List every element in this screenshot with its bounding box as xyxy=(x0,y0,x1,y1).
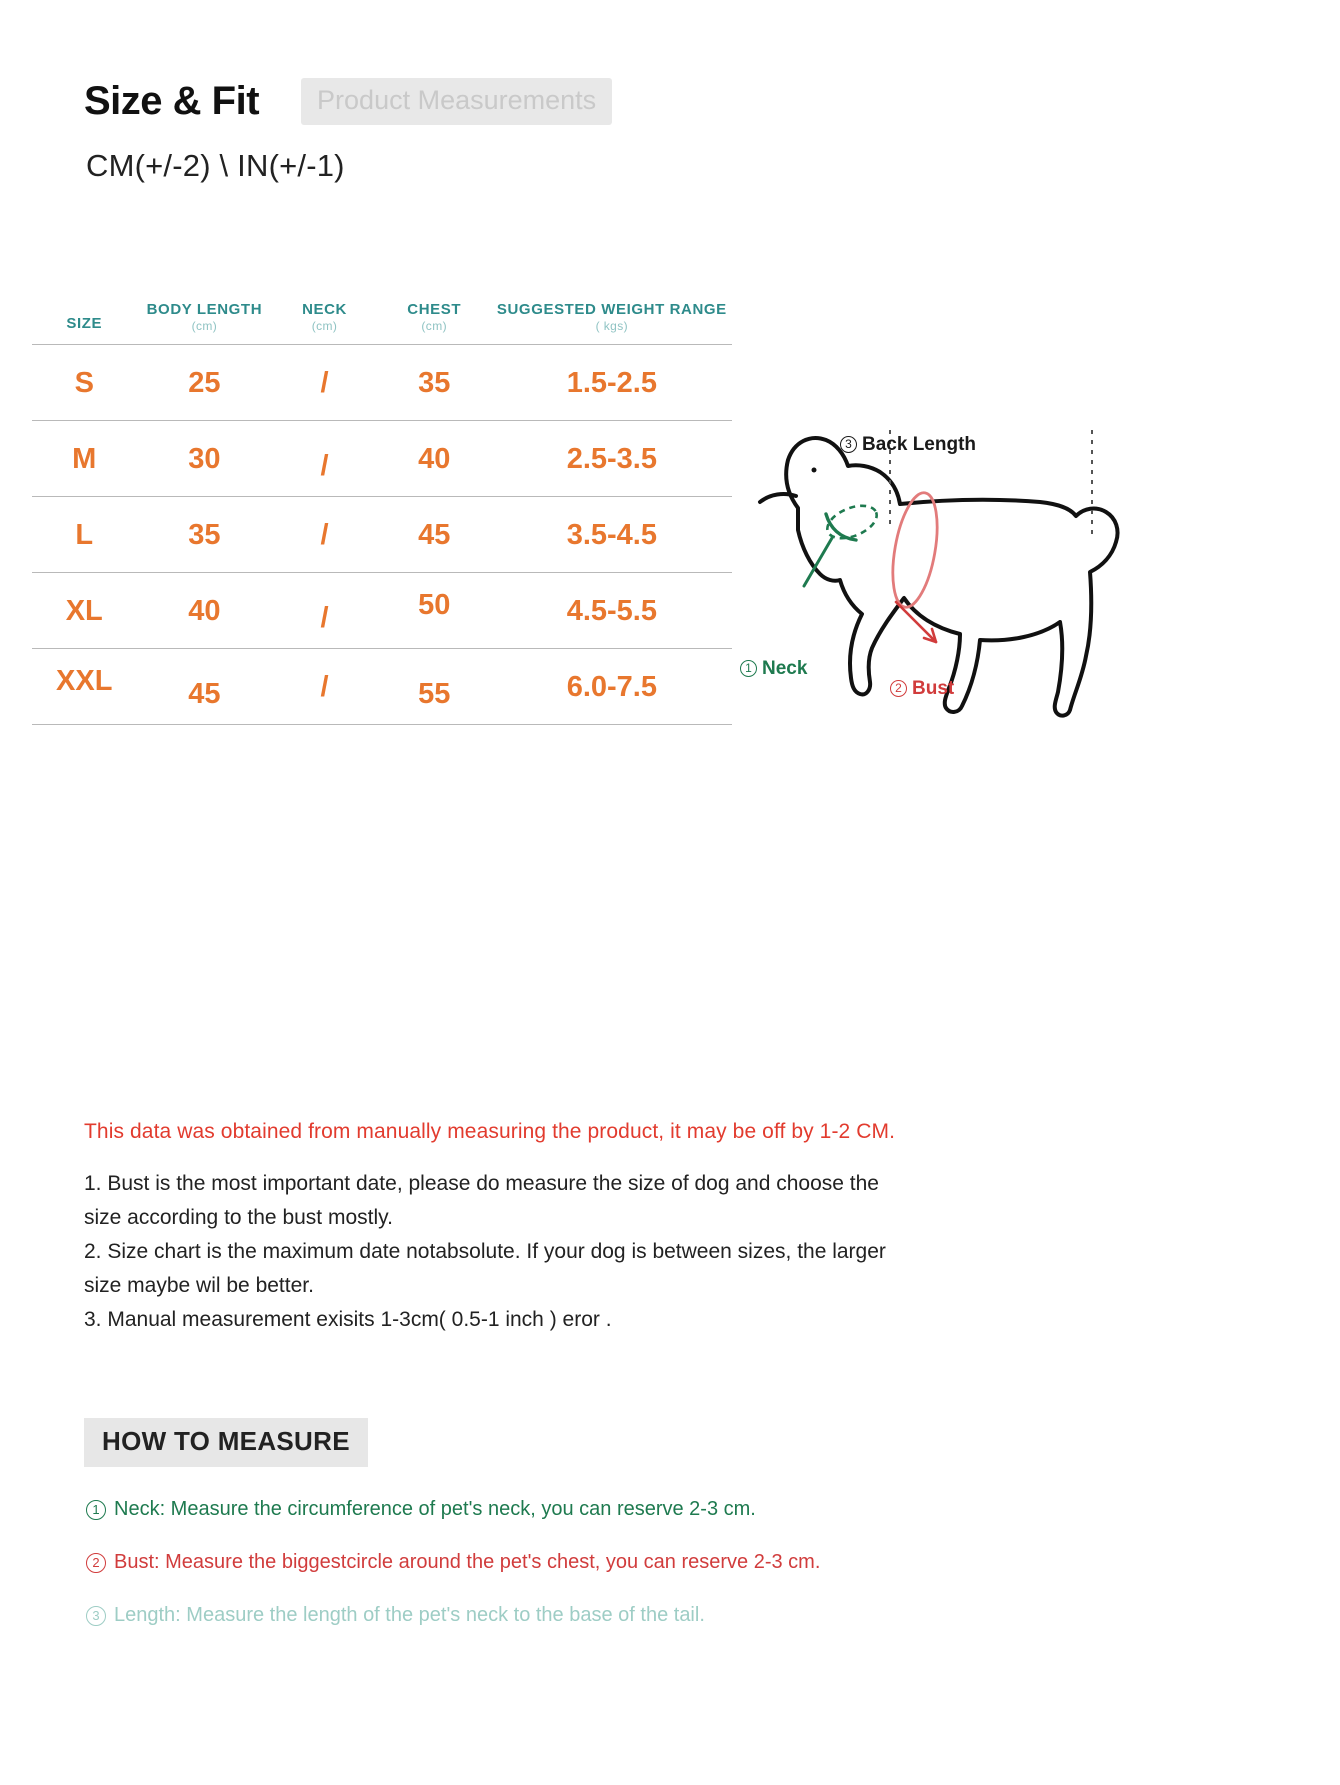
product-measurements-badge: Product Measurements xyxy=(301,78,612,125)
column-header-neck xyxy=(272,300,376,345)
cell-size: L xyxy=(75,519,94,552)
cell-neck: / xyxy=(320,519,329,552)
column-header-neck-unit: (cm) xyxy=(311,319,338,334)
cell-size: M xyxy=(72,443,97,476)
measure-step-neck-text: Neck: Measure the circumference of pet's neck, you can reserve 2-3 cm. xyxy=(114,1498,756,1520)
notes-list xyxy=(84,1168,1194,1338)
table-row xyxy=(32,649,732,725)
measure-step-length xyxy=(86,1604,1236,1627)
label-bust-text: Bust xyxy=(912,678,955,699)
table-row xyxy=(32,497,732,573)
measurement-disclaimer: This data was obtained from manually measuring the product, it may be off by 1-2 CM. xyxy=(84,1120,896,1143)
column-header-size xyxy=(32,300,136,345)
column-header-body-length xyxy=(136,300,272,345)
column-header-weight-range-label: SUGGESTED WEIGHT RANGE xyxy=(496,301,727,318)
label-neck xyxy=(740,658,807,680)
cell-neck: / xyxy=(320,602,329,635)
note-line-2: size according to the bust mostly. xyxy=(84,1205,393,1229)
cell-neck: / xyxy=(320,450,329,483)
cell-weight-range: 4.5-5.5 xyxy=(566,595,657,628)
table-row xyxy=(32,573,732,649)
measure-step-bust-text: Bust: Measure the biggestcircle around the pet's chest, you can reserve 2-3 cm. xyxy=(114,1551,821,1573)
marker-one-icon: 1 xyxy=(740,660,757,677)
column-header-chest-label: CHEST xyxy=(407,301,462,318)
column-header-chest-unit: (cm) xyxy=(421,319,447,334)
measure-step-neck xyxy=(86,1498,1236,1521)
step-three-icon: 3 xyxy=(86,1606,106,1626)
cell-body-length: 40 xyxy=(188,595,221,628)
label-back-length xyxy=(840,434,976,456)
table-header-row xyxy=(32,300,732,345)
column-header-size-label: SIZE xyxy=(66,314,103,332)
column-header-chest xyxy=(377,300,492,345)
note-line-5: 3. Manual measurement exisits 1-3cm( 0.5-1 inch ) eror . xyxy=(84,1307,612,1331)
cell-chest: 35 xyxy=(418,367,451,400)
cell-body-length: 35 xyxy=(188,519,221,552)
size-chart-table xyxy=(32,300,732,725)
cell-chest: 55 xyxy=(418,678,451,711)
unit-subtitle: CM(+/-2) \ IN(+/-1) xyxy=(86,148,345,183)
cell-weight-range: 2.5-3.5 xyxy=(566,443,657,476)
cell-chest: 40 xyxy=(418,443,451,476)
bust-measure-ellipse xyxy=(885,489,945,610)
cell-neck: / xyxy=(320,367,329,400)
cell-size: S xyxy=(74,367,94,400)
cell-chest: 45 xyxy=(418,519,451,552)
dog-measurement-diagram xyxy=(740,430,1200,770)
how-to-measure-heading: HOW TO MEASURE xyxy=(84,1418,368,1467)
cell-chest: 50 xyxy=(418,589,451,622)
column-header-neck-label: NECK xyxy=(302,301,347,318)
note-line-3: 2. Size chart is the maximum date notabsolute. If your dog is between sizes, the larger xyxy=(84,1239,886,1263)
cell-neck: / xyxy=(320,671,329,704)
column-header-body-length-unit: (cm) xyxy=(191,319,218,334)
measure-step-bust xyxy=(86,1551,1236,1574)
label-bust xyxy=(890,678,954,700)
column-header-weight-range-unit: ( kgs) xyxy=(595,319,629,334)
cell-body-length: 25 xyxy=(188,367,221,400)
measure-step-length-text: Length: Measure the length of the pet's neck to the base of the tail. xyxy=(114,1604,705,1626)
cell-weight-range: 6.0-7.5 xyxy=(566,671,657,704)
cell-body-length: 30 xyxy=(188,443,221,476)
label-neck-text: Neck xyxy=(762,658,808,679)
step-two-icon: 2 xyxy=(86,1553,106,1573)
marker-three-icon: 3 xyxy=(840,436,857,453)
label-back-length-text: Back Length xyxy=(862,434,977,455)
cell-weight-range: 3.5-4.5 xyxy=(566,519,657,552)
cell-weight-range: 1.5-2.5 xyxy=(566,367,657,400)
table-row xyxy=(32,345,732,421)
dog-outline-illustration xyxy=(740,430,1200,770)
cell-body-length: 45 xyxy=(188,678,221,711)
note-line-1: 1. Bust is the most important date, please do measure the size of dog and choose the xyxy=(84,1172,879,1195)
table-row xyxy=(32,421,732,497)
cell-size: XL xyxy=(65,595,103,628)
column-header-body-length-label: BODY LENGTH xyxy=(146,301,263,318)
column-header-weight-range xyxy=(492,300,732,345)
page-title: Size & Fit xyxy=(84,79,260,123)
cell-size: XXL xyxy=(56,665,113,698)
note-line-4: size maybe wil be better. xyxy=(84,1273,314,1297)
page-header xyxy=(84,78,612,125)
marker-two-icon: 2 xyxy=(890,680,907,697)
how-to-measure-list xyxy=(86,1498,1236,1657)
step-one-icon: 1 xyxy=(86,1500,106,1520)
